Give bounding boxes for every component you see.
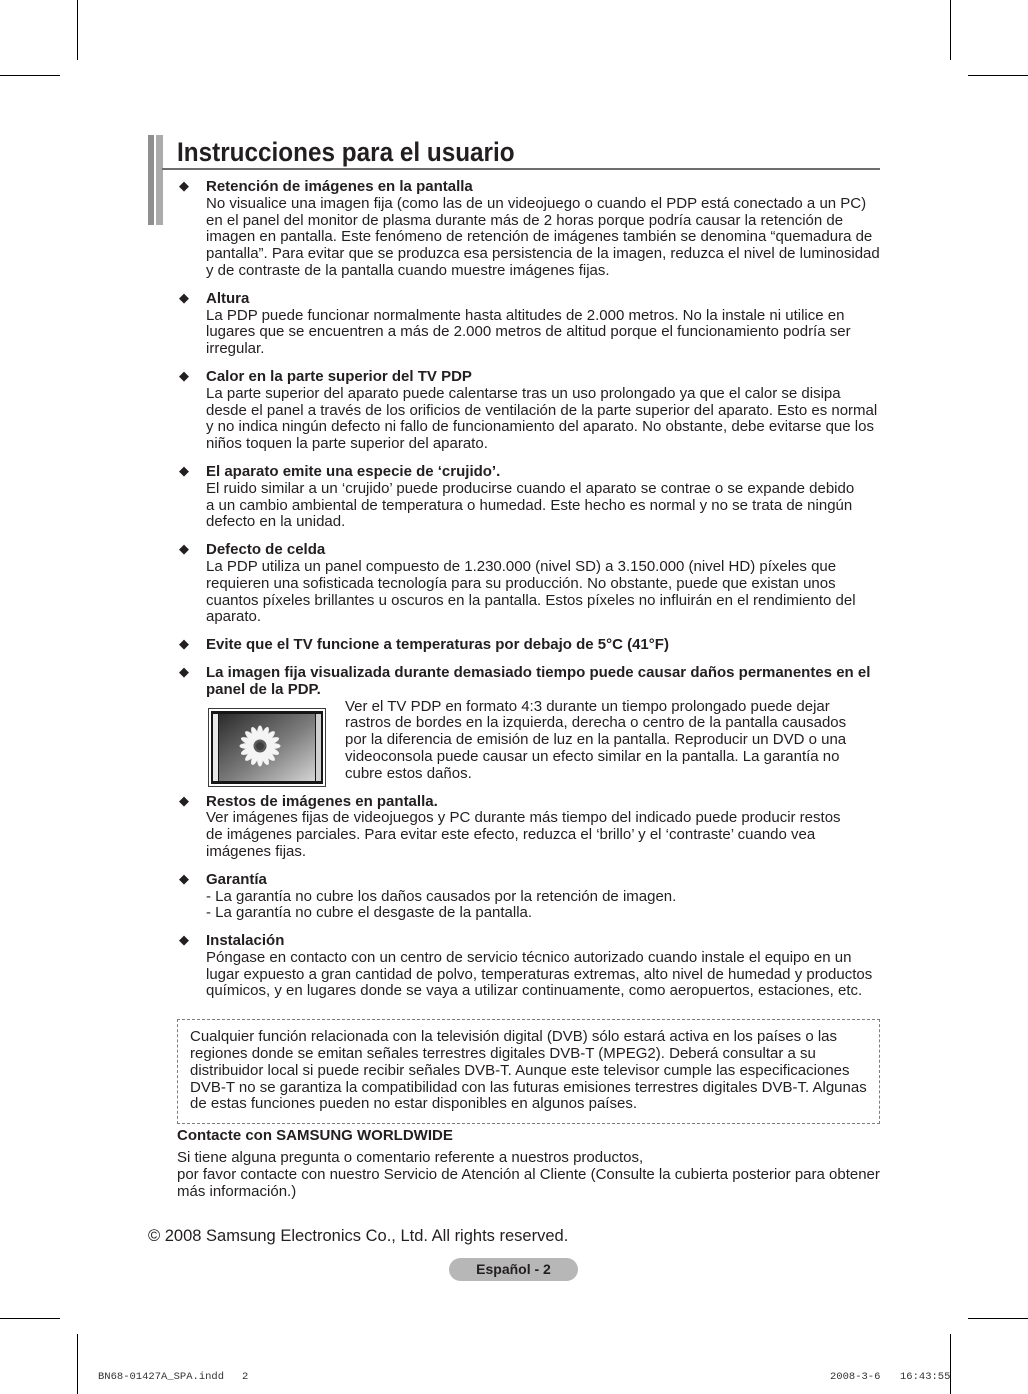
print-slug-time: 16:43:55	[900, 1371, 951, 1383]
crop-mark-top-right-horizontal	[968, 75, 1028, 76]
item-body-line: y de contraste de la pantalla cuando muestre imágenes fijas.	[206, 261, 610, 279]
instruction-item	[177, 665, 880, 783]
notice-line: de estas funciones pueden no estar disponibles en algunos países.	[190, 1095, 637, 1113]
instruction-item	[177, 933, 880, 1000]
item-body-line: químicos, y en lugares donde se vaya a utilizar continuamente, como aeropuertos, estaciones, etc.	[206, 982, 863, 1000]
crop-mark-top-left-vertical	[77, 0, 78, 60]
item-body-line: requieren una sofisticada tecnología para su producción. No obstante, puede que existan unos	[206, 574, 836, 592]
crop-mark-bottom-right-vertical	[950, 1334, 951, 1394]
diamond-bullet-icon: ◆	[179, 368, 189, 384]
figure-caption-line: videoconsola puede causar un efecto similar en la pantalla. La garantía no	[345, 747, 840, 765]
item-body-line: desde el panel a través de los orificios de ventilación de la parte superior del aparato. Esto es normal	[206, 401, 878, 419]
diamond-bullet-icon: ◆	[179, 463, 189, 479]
title-rule	[162, 168, 880, 170]
instruction-item	[177, 542, 880, 626]
item-body-line: Póngase en contacto con un centro de servicio técnico autorizado cuando instale el equipo en un	[206, 948, 852, 966]
figure-caption-line: rastros de bordes en la izquierda, derecha o centro de la pantalla causados	[345, 714, 847, 732]
tv-flower-illustration	[208, 708, 326, 787]
diamond-bullet-icon: ◆	[179, 637, 189, 653]
item-body-line: imagen en pantalla. Este fenómeno de retención de imágenes también se denomina “quemadura de	[206, 228, 873, 246]
notice-line: DVB-T no se garantiza la compatibilidad con las futuras emisiones terrestres digitales DVB-T. Algunas	[190, 1078, 867, 1096]
diamond-bullet-icon: ◆	[179, 793, 189, 809]
item-heading: panel de la PDP.	[206, 680, 321, 698]
item-heading: Restos de imágenes en pantalla.	[206, 792, 438, 810]
item-body-line: La parte superior del aparato puede calentarse tras un uso prolongado ya que el calor se disipa	[206, 384, 841, 402]
instruction-item	[177, 291, 880, 358]
crop-mark-top-left-horizontal	[0, 75, 60, 76]
instruction-item	[177, 794, 880, 861]
page-title: Instrucciones para el usuario	[177, 137, 515, 167]
item-body-line: y no indica ningún defecto ni fallo de funcionamiento del aparato. No obstante, debe evitarse que los	[206, 418, 874, 436]
contact-heading: Contacte con SAMSUNG WORLDWIDE	[177, 1127, 453, 1145]
figure-caption-line: cubre estos daños.	[345, 764, 472, 782]
diamond-bullet-icon: ◆	[179, 290, 189, 306]
figure-caption	[345, 699, 880, 783]
title-accent-bar	[156, 135, 163, 225]
item-body-line: El ruido similar a un ‘crujido’ puede producirse cuando el aparato se contrae o se expande debido	[206, 479, 855, 497]
notice-line: distribuidor local si puede recibir señales DVB-T. Aunque este televisor cumple las especificaciones	[190, 1061, 850, 1079]
item-body-line: defecto en la unidad.	[206, 513, 346, 531]
instruction-item	[177, 872, 880, 922]
instruction-item	[177, 637, 880, 654]
diamond-bullet-icon: ◆	[179, 179, 189, 194]
item-heading: El aparato emite una especie de ‘crujido’.	[206, 462, 501, 480]
copyright-notice: © 2008 Samsung Electronics Co., Ltd. All rights reserved.	[148, 1227, 569, 1245]
figure-row	[206, 699, 880, 783]
dvb-notice-box	[177, 1019, 880, 1124]
item-heading: Evite que el TV funcione a temperaturas por debajo de 5°C (41°F)	[206, 636, 669, 654]
item-body-line: a un cambio ambiental de temperatura o humedad. Este hecho es normal y no se trata de ningún	[206, 496, 853, 514]
diamond-bullet-icon: ◆	[179, 871, 189, 887]
instructions-content	[177, 179, 880, 1200]
notice-line: regiones donde se emitan señales terrestres digitales DVB-T (MPEG2). Deberá consultar a su	[190, 1045, 816, 1063]
item-body-line: en el panel del monitor de plasma durante más de 2 horas porque podría causar la retención de	[206, 211, 844, 229]
contact-body	[177, 1150, 880, 1200]
item-body-line: - La garantía no cubre los daños causados por la retención de imagen.	[206, 887, 677, 905]
item-heading: Instalación	[206, 932, 285, 950]
item-body-line: lugares que se encuentren a más de 2.000 metros de altitud porque el funcionamiento podría ser	[206, 323, 851, 341]
item-body-line: niños toquen la parte superior del aparato.	[206, 435, 488, 453]
crop-mark-bottom-left-horizontal	[0, 1318, 60, 1319]
item-heading: Garantía	[206, 870, 267, 888]
item-body-line: La PDP utiliza un panel compuesto de 1.230.000 (nivel SD) a 3.150.000 (nivel HD) píxeles que	[206, 557, 837, 575]
item-heading: Altura	[206, 289, 250, 307]
crop-mark-top-right-vertical	[950, 0, 951, 60]
item-heading: Calor en la parte superior del TV PDP	[206, 367, 472, 385]
item-body-line: de imágenes parciales. Para evitar este efecto, reduzca el ‘brillo’ y el ‘contraste’ cuando vea	[206, 826, 816, 844]
crop-mark-bottom-left-vertical	[77, 1334, 78, 1394]
contact-body-line: Si tiene alguna pregunta o comentario referente a nuestros productos,	[177, 1149, 644, 1167]
item-heading: La imagen fija visualizada durante demasiado tiempo puede causar daños permanentes en el	[206, 663, 871, 681]
item-body-line: irregular.	[206, 340, 265, 358]
item-body-line: - La garantía no cubre el desgaste de la pantalla.	[206, 904, 533, 922]
print-slug-filename: BN68-01427A_SPA.indd	[98, 1371, 225, 1383]
notice-line: Cualquier función relacionada con la televisión digital (DVB) sólo estará activa en los países o las	[190, 1028, 838, 1046]
item-body-line: imágenes fijas.	[206, 842, 307, 860]
instruction-item	[177, 179, 880, 280]
crop-mark-bottom-right-horizontal	[968, 1318, 1028, 1319]
item-body-line: No visualice una imagen fija (como las de un videojuego o cuando el PDP está conectado a un PC)	[206, 194, 867, 212]
item-body-line: lugar expuesto a gran cantidad de polvo, temperaturas extremas, alto nivel de humedad y productos	[206, 965, 873, 983]
instruction-list	[177, 179, 880, 1000]
item-body-line: cuantos píxeles brillantes u oscuros en la pantalla. Estos píxeles no influirán en el rendimiento del	[206, 591, 856, 609]
diamond-bullet-icon: ◆	[179, 542, 189, 558]
print-slug-date: 2008-3-6	[830, 1371, 881, 1383]
item-body-line: pantalla”. Para evitar que se produzca esa persistencia de la imagen, reduzca el nivel de luminosidad	[206, 245, 880, 263]
figure-caption-line: Ver el TV PDP en formato 4:3 durante un tiempo prolongado puede dejar	[345, 697, 830, 715]
print-slug-page: 2	[242, 1371, 249, 1383]
contact-body-line: por favor contacte con nuestro Servicio de Atención al Cliente (Consulte la cubierta posterior para obtener	[177, 1165, 880, 1183]
item-heading: Defecto de celda	[206, 541, 326, 559]
item-body-line: aparato.	[206, 608, 262, 626]
diamond-bullet-icon: ◆	[179, 933, 189, 949]
daisy-flower	[240, 725, 281, 766]
item-body-line: Ver imágenes fijas de videojuegos y PC durante más tiempo del indicado puede producir restos	[206, 809, 841, 827]
page-number-badge: Español - 2	[449, 1258, 578, 1281]
item-heading: Retención de imágenes en la pantalla	[206, 178, 473, 195]
title-accent-bar	[148, 135, 154, 225]
contact-body-line: más información.)	[177, 1182, 297, 1200]
item-body-line: La PDP puede funcionar normalmente hasta altitudes de 2.000 metros. No la instale ni utilice en	[206, 306, 845, 324]
instruction-item	[177, 464, 880, 531]
diamond-bullet-icon: ◆	[179, 664, 189, 680]
figure-caption-line: por la diferencia de emisión de luz en la pantalla. Reproducir un DVD o una	[345, 731, 847, 749]
instruction-item	[177, 369, 880, 453]
